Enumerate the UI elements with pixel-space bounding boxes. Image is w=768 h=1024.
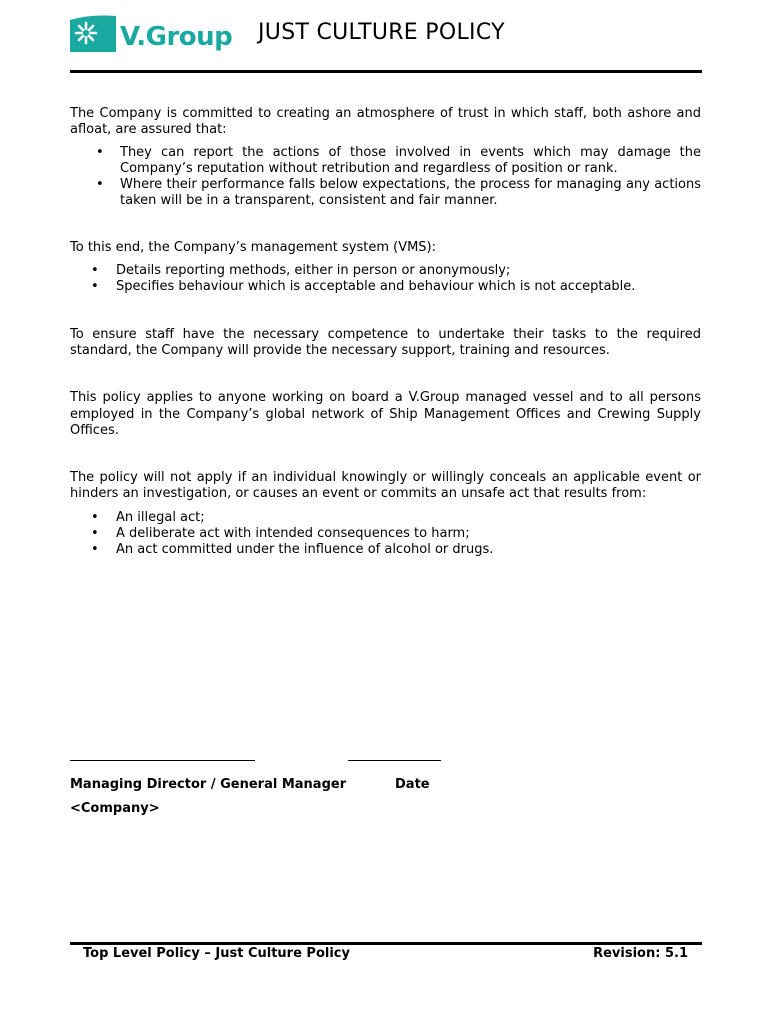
competence-paragraph: To ensure staff have the necessary competence to undertake their tasks to the required standard, the Company will provide the necessary support, training and resources. xyxy=(70,326,701,358)
company-logo xyxy=(70,14,233,56)
signatory-label: Managing Director / General Manager xyxy=(70,777,347,792)
list-item: • An act committed under the influence of alcohol or drugs. xyxy=(70,542,701,558)
intro-paragraph: The Company is committed to creating an atmosphere of trust in which staff, both ashore and afloat, are assured that: xyxy=(70,106,701,138)
exclusion-list xyxy=(70,510,701,559)
document-title: JUST CULTURE POLICY xyxy=(258,20,505,45)
list-item: • They can report the actions of those involved in events which may damage the Company’s reputation without retribution and regardless of position or rank. xyxy=(70,145,701,178)
signature-line xyxy=(70,760,255,761)
list-item: • Details reporting methods, either in person or anonymously; xyxy=(70,263,701,279)
footer-divider xyxy=(70,942,702,945)
header-divider xyxy=(70,70,702,73)
logo-wordmark: V.Group xyxy=(120,22,233,52)
date-line xyxy=(348,760,441,761)
list-item: • A deliberate act with intended consequences to harm; xyxy=(70,526,701,542)
exclusion-intro-paragraph: The policy will not apply if an individual knowingly or willingly conceals an applicable event or hinders an investigation, or causes an event or commits an unsafe act that results from: xyxy=(70,470,701,502)
date-label: Date xyxy=(395,777,430,792)
assurance-list xyxy=(70,145,701,210)
list-item: • Specifies behaviour which is acceptable and behaviour which is not acceptable. xyxy=(70,279,701,295)
signature-block xyxy=(70,750,702,830)
vms-list xyxy=(70,263,701,296)
list-item: • An illegal act; xyxy=(70,510,701,526)
footer-revision: Revision: 5.1 xyxy=(593,946,688,961)
company-placeholder: <Company> xyxy=(70,801,160,816)
sun-logo-icon xyxy=(70,14,116,52)
vms-intro-paragraph: To this end, the Company’s management system (VMS): xyxy=(70,239,437,255)
footer-policy-name: Top Level Policy – Just Culture Policy xyxy=(83,946,350,961)
policy-body xyxy=(70,106,701,559)
list-item: • Where their performance falls below expectations, the process for managing any actions taken will be in a transparent, consistent and fair manner. xyxy=(70,177,701,210)
document-header xyxy=(70,12,702,74)
scope-paragraph: This policy applies to anyone working on board a V.Group managed vessel and to all persons employed in the Company’s global network of Ship Management Offices and Crewing Supply Offices. xyxy=(70,390,701,438)
